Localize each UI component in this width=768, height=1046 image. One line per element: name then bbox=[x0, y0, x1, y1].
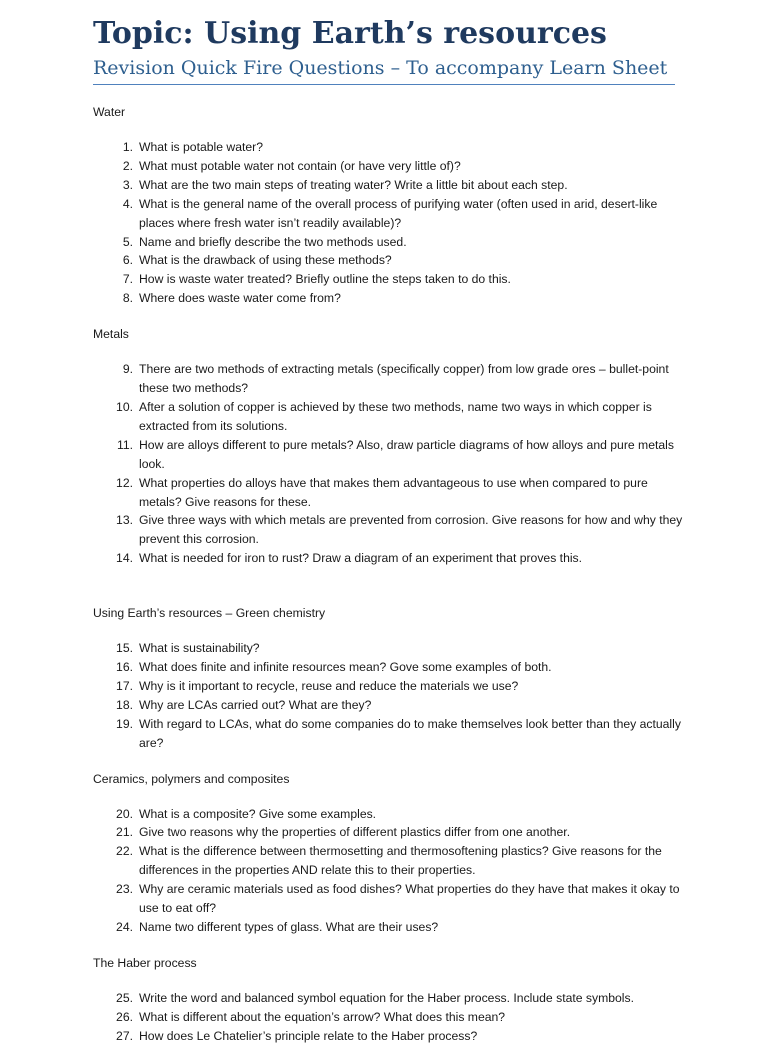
question-number: 26. bbox=[116, 1009, 133, 1024]
section-heading: Using Earth’s resources – Green chemistry bbox=[93, 606, 326, 621]
question-item bbox=[93, 176, 683, 195]
question-number: 15. bbox=[116, 641, 133, 656]
question-list bbox=[93, 138, 683, 308]
section-green-chemistry bbox=[93, 604, 683, 769]
question-text: How is waste water treated? Briefly outline the steps taken to do this. bbox=[139, 272, 511, 287]
question-number: 7. bbox=[122, 272, 133, 287]
question-item bbox=[93, 696, 683, 715]
question-text: After a solution of copper is achieved by these two methods, name two ways in which copper is extracted from its solutions. bbox=[139, 399, 652, 433]
question-text: What is potable water? bbox=[139, 140, 263, 154]
question-text: Where does waste water come from? bbox=[139, 291, 341, 306]
question-number: 21. bbox=[116, 825, 133, 840]
question-list bbox=[93, 360, 683, 568]
section-heading: Ceramics, polymers and composites bbox=[93, 771, 290, 786]
page-subtitle: Revision Quick Fire Questions – To accompany Learn Sheet bbox=[93, 57, 668, 79]
question-number: 17. bbox=[116, 678, 133, 693]
question-number: 22. bbox=[116, 844, 133, 859]
question-number: 2. bbox=[122, 158, 133, 173]
question-item bbox=[93, 270, 683, 289]
question-number: 19. bbox=[116, 716, 133, 731]
question-text: Why are ceramic materials used as food dishes? What properties do they have that makes it okay to use to eat off? bbox=[139, 882, 680, 916]
question-number: 16. bbox=[116, 660, 133, 675]
question-number: 23. bbox=[116, 882, 133, 897]
question-item bbox=[93, 1027, 683, 1046]
question-number: 5. bbox=[122, 234, 133, 249]
question-item bbox=[93, 658, 683, 677]
question-text: Name and briefly describe the two methods used. bbox=[139, 234, 407, 249]
question-list bbox=[93, 805, 683, 937]
title-divider bbox=[93, 84, 675, 85]
question-item bbox=[93, 360, 683, 398]
question-item bbox=[93, 805, 683, 824]
question-text: Why is it important to recycle, reuse and reduce the materials we use? bbox=[139, 678, 519, 693]
question-text: What is the general name of the overall process of purifying water (often used in arid, desert-like places where fresh water isn’t readily available)? bbox=[139, 196, 658, 230]
question-list bbox=[93, 639, 683, 752]
question-text: What are the two main steps of treating water? Write a little bit about each step. bbox=[139, 177, 568, 192]
question-text: How are alloys different to pure metals? Also, draw particle diagrams of how alloys and pure metals look. bbox=[139, 437, 674, 471]
question-text: Write the word and balanced symbol equation for the Haber process. Include state symbols. bbox=[139, 990, 634, 1005]
question-number: 12. bbox=[116, 475, 133, 490]
question-item bbox=[93, 880, 683, 918]
question-item bbox=[93, 918, 683, 937]
question-number: 27. bbox=[116, 1028, 133, 1043]
section-metals bbox=[93, 325, 683, 604]
question-number: 25. bbox=[116, 990, 133, 1005]
question-number: 1. bbox=[122, 140, 133, 154]
question-number: 11. bbox=[116, 437, 133, 452]
question-number: 18. bbox=[116, 697, 133, 712]
question-item bbox=[93, 639, 683, 658]
section-heading: Metals bbox=[93, 327, 129, 342]
question-text: With regard to LCAs, what do some companies do to make themselves look better than they actually are? bbox=[139, 716, 681, 750]
question-text: Give two reasons why the properties of different plastics differ from one another. bbox=[139, 825, 571, 840]
question-text: What is the difference between thermosetting and thermosoftening plastics? Give reasons for the differences in the properties AND relate this to their properties. bbox=[139, 844, 662, 878]
question-item bbox=[93, 251, 683, 270]
question-text: What is different about the equation’s arrow? What does this mean? bbox=[139, 1009, 506, 1024]
question-number: 13. bbox=[116, 513, 133, 528]
question-number: 24. bbox=[116, 920, 133, 934]
question-number: 6. bbox=[122, 253, 133, 268]
section-heading: The Haber process bbox=[93, 955, 197, 970]
question-item bbox=[93, 289, 683, 308]
question-text: Give three ways with which metals are prevented from corrosion. Give reasons for how and why they prevent this corrosion. bbox=[139, 513, 683, 547]
question-item bbox=[93, 157, 683, 176]
section-haber-process bbox=[93, 954, 683, 1046]
question-item bbox=[93, 436, 683, 474]
question-item bbox=[93, 823, 683, 842]
question-text: What is the drawback of using these methods? bbox=[139, 253, 392, 268]
question-number: 9. bbox=[122, 362, 133, 377]
question-text: What properties do alloys have that makes them advantageous to use when compared to pure metals? Give reasons for these. bbox=[139, 475, 648, 509]
question-number: 4. bbox=[122, 196, 133, 211]
question-item bbox=[93, 474, 683, 512]
question-list bbox=[93, 989, 683, 1046]
question-text: Name two different types of glass. What are their uses? bbox=[139, 920, 439, 934]
question-text: Why are LCAs carried out? What are they? bbox=[139, 697, 372, 712]
question-text: What must potable water not contain (or have very little of)? bbox=[139, 158, 461, 173]
question-item bbox=[93, 715, 683, 753]
question-item bbox=[93, 138, 683, 157]
question-item bbox=[93, 398, 683, 436]
question-number: 10. bbox=[116, 399, 133, 414]
question-text: What is a composite? Give some examples. bbox=[139, 806, 377, 821]
question-content bbox=[93, 103, 683, 1046]
section-heading: Water bbox=[93, 105, 126, 119]
question-number: 3. bbox=[122, 177, 133, 192]
question-text: What does finite and infinite resources mean? Gove some examples of both. bbox=[139, 660, 552, 675]
question-text: What is needed for iron to rust? Draw a diagram of an experiment that proves this. bbox=[139, 551, 583, 566]
section-water bbox=[93, 103, 683, 325]
question-item bbox=[93, 511, 683, 549]
section-ceramics-polymers-composites bbox=[93, 770, 683, 954]
question-item bbox=[93, 549, 683, 568]
question-item bbox=[93, 989, 683, 1008]
question-number: 14. bbox=[116, 551, 133, 566]
page-title: Topic: Using Earth’s resources bbox=[93, 16, 607, 51]
question-item bbox=[93, 842, 683, 880]
question-number: 8. bbox=[122, 291, 133, 306]
question-item bbox=[93, 233, 683, 252]
question-text: What is sustainability? bbox=[139, 641, 260, 656]
question-number: 20. bbox=[116, 806, 133, 821]
question-item bbox=[93, 195, 683, 233]
question-item bbox=[93, 677, 683, 696]
question-text: There are two methods of extracting metals (specifically copper) from low grade ores – bullet-point these two methods? bbox=[139, 362, 669, 396]
question-text: How does Le Chatelier’s principle relate to the Haber process? bbox=[139, 1028, 478, 1043]
